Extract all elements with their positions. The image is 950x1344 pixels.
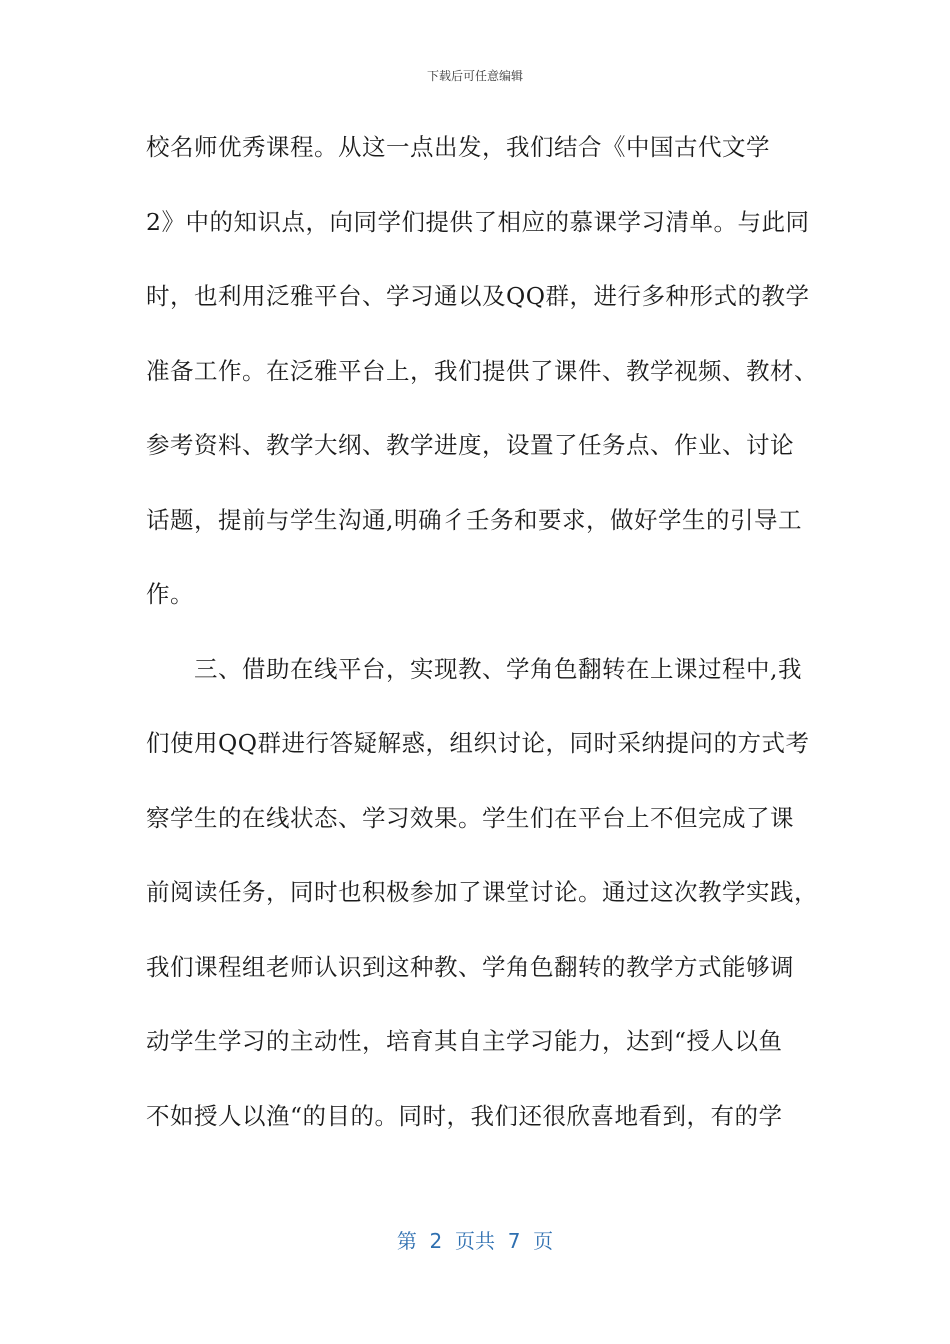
text-line-8: 三、借助在线平台，实现教、学角色翻转在上课过程中,我	[146, 654, 802, 683]
text-line-3: 时，也利用泛雅平台、学习通以及QQ群，进行多种形式的教学	[146, 282, 810, 310]
text-line-14: 不如授人以渔“的目的。同时，我们还很欣喜地看到，有的学	[146, 1101, 783, 1130]
page-number-footer: 第 2 页共 7 页	[396, 1229, 554, 1253]
text-line-5: 参考资料、教学大纲、教学进度，设置了任务点、作业、讨论	[146, 431, 794, 459]
text-line-2: 2》中的知识点，向同学们提供了相应的慕课学习清单。与此同	[146, 207, 810, 236]
text-line-11: 前阅读任务，同时也积极参加了课堂讨论。通过这次教学实践，	[146, 878, 818, 906]
text-line-6: 话题，提前与学生沟通,明确彳壬务和要求，做好学生的引导工	[146, 505, 802, 534]
text-line-1: 校名师优秀课程。从这一点出发，我们结合《中国古代文学	[146, 133, 770, 161]
text-line-10: 察学生的在线状态、学习效果。学生们在平台上不但完成了课	[146, 803, 794, 832]
text-line-12: 我们课程组老师认识到这种教、学角色翻转的教学方式能够调	[146, 952, 794, 981]
header-note: 下载后可任意编辑	[426, 69, 523, 83]
text-line-7: 作。	[146, 580, 194, 608]
text-line-13: 动学生学习的主动性，培育其自主学习能力，达到“授人以鱼	[146, 1027, 783, 1055]
text-line-9: 们使用QQ群进行答疑解惑，组织讨论，同时采纳提问的方式考	[146, 729, 810, 757]
document-body	[146, 123, 816, 1166]
text-line-4: 准备工作。在泛雅平台上，我们提供了课件、教学视频、教材、	[146, 356, 818, 385]
